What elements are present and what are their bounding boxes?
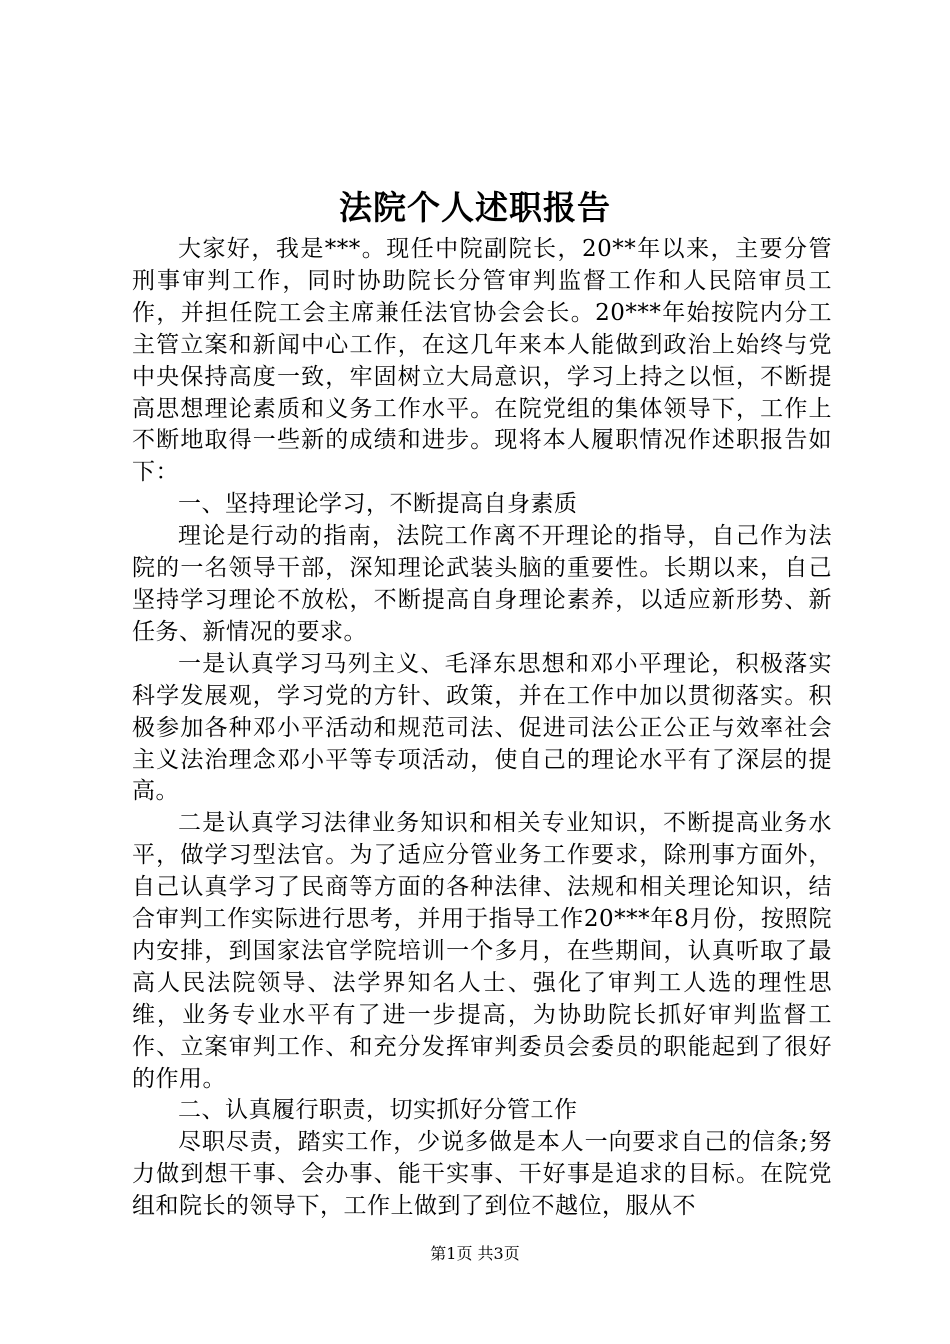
paragraph-duties: 尽职尽责，踏实工作，少说多做是本人一向要求自己的信条;努力做到想干事、会办事、能干实事、干好事是追求的目标。在院党组和院长的领导下，工作上做到了到位不越位，服从不 xyxy=(132,1129,832,1220)
page-number: 第1页 共3页 xyxy=(430,1244,520,1263)
paragraph-intro: 大家好，我是***。现任中院副院长，20**年以来，主要分管刑事审判工作，同时协助院长分管审判监督工作和人民陪审员工作，并担任院工会主席兼任法官协会会长。20***年始按院内分工主管立案和新闻中心工作，在这几年来本人能做到政治上始终与党中央保持高度一致，牢固树立大局意识，学习上持之以恒，不断提高思想理论素质和义务工作水平。在院党组的集体领导下，工作上不断地取得一些新的成绩和进步。现将本人履职情况作述职报告如下： xyxy=(132,236,832,486)
paragraph-point-2: 二是认真学习法律业务知识和相关专业知识，不断提高业务水平，做学习型法官。为了适应分管业务工作要求，除刑事方面外，自己认真学习了民商等方面的各种法律、法规和相关理论知识，结合审判工作实际进行思考，并用于指导工作20***年8月份，按照院内安排，到国家法官学院培训一个多月，在些期间，认真听取了最高人民法院领导、法学界知名人士、强化了审判工人选的理性思维，业务专业水平有了进一步提高，为协助院长抓好审判监督工作、立案审判工作、和充分发挥审判委员会委员的职能起到了很好的作用。 xyxy=(132,810,832,1092)
document-body xyxy=(132,234,832,1223)
paragraph-point-1: 一是认真学习马列主义、毛泽东思想和邓小平理论，积极落实科学发展观，学习党的方针、政策，并在工作中加以贯彻落实。积极参加各种邓小平活动和规范司法、促进司法公正公正与效率社会主义法治理念邓小平等专项活动，使自己的理论水平有了深层的提高。 xyxy=(132,650,832,805)
document-title: 法院个人述职报告 xyxy=(339,188,611,227)
section-heading-1: 一、坚持理论学习，不断提高自身素质 xyxy=(178,491,578,518)
paragraph-theory: 理论是行动的指南，法院工作离不开理论的指导，自己作为法院的一名领导干部，深知理论武装头脑的重要性。长期以来，自己坚持学习理论不放松，不断提高自身理论素养，以适应新形势、新任务、新情况的要求。 xyxy=(132,523,832,645)
section-heading-2: 二、认真履行职责，切实抓好分管工作 xyxy=(178,1097,578,1124)
